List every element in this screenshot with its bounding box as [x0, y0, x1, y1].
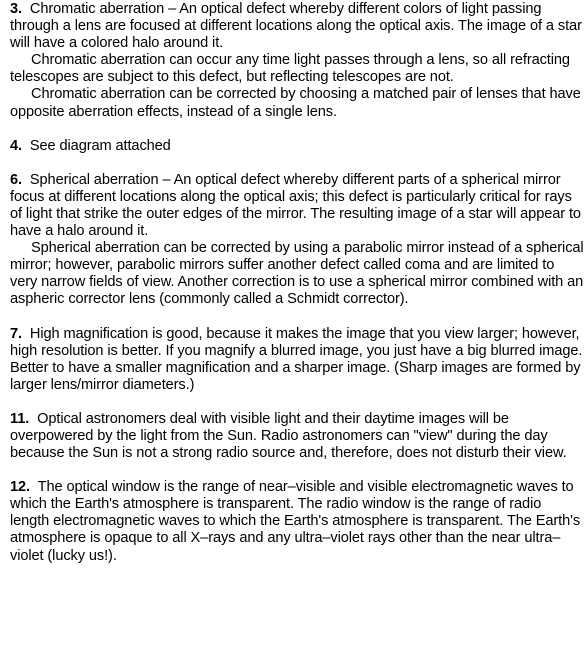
- answer-text: Optical astronomers deal with visible light and their daytime images will be overpowered by the light from the Sun. Radio astronomers can "view" during the day because the Sun is not a strong radio source and, therefore, does not disturb their view.: [10, 410, 567, 462]
- answer-12: [10, 479, 584, 564]
- answer-number: 6.: [10, 171, 22, 188]
- answer-paragraph: Chromatic aberration can occur any time light passes through a lens, so all refracting telescopes are subject to this defect, but reflecting telescopes are not.: [10, 52, 570, 86]
- answer-number: 4.: [10, 137, 22, 154]
- answer-paragraph: Spherical aberration can be corrected by using a parabolic mirror instead of a spherical mirror; however, parabolic mirrors suffer another defect called coma and are limited to very narrow fields of view. Another correction is to use a spherical mirror combined with an aspheric corrector lens (commonly called a Schmidt corrector).: [10, 240, 584, 308]
- answer-3: [10, 1, 584, 121]
- answer-text: Chromatic aberration – An optical defect whereby different colors of light passing through a lens are focused at different locations along the optical axis. The image of a star will have a colored halo around it.: [10, 1, 582, 52]
- answer-paragraph: [10, 1, 584, 52]
- answer-number: 7.: [10, 325, 22, 342]
- answer-paragraph: [10, 138, 584, 155]
- answer-text: High magnification is good, because it makes the image that you view larger; however, high resolution is better. If you magnify a blurred image, you just have a big blurred image. Better to have a smaller magnification and a sharper image. (Sharp images are formed by larger lens/mirror diameters.): [10, 325, 583, 393]
- answer-paragraph: [10, 411, 584, 462]
- answer-7: [10, 326, 584, 394]
- answer-number: 12.: [10, 479, 30, 496]
- answer-number: 11.: [10, 410, 30, 427]
- answer-number: 3.: [10, 1, 22, 17]
- answer-11: [10, 411, 584, 462]
- answer-text: Spherical aberration – An optical defect whereby different parts of a spherical mirror focus at different locations along the optical axis; this defect is particularly critical for rays of light that strike the outer edges of the mirror. The resulting image of a star will appear to have a halo around it.: [10, 171, 581, 240]
- answer-paragraph: [10, 479, 584, 564]
- answer-text: See diagram attached: [29, 137, 171, 154]
- answer-text: The optical window is the range of near–visible and visible electromagnetic waves to which the Earth's atmosphere is transparent. The radio window is the range of radio length electromagnetic waves to which the Earth's atmosphere is transparent. The Earth's atmosphere is opaque to all X–rays and any ultra–violet rays other than the near ultra–violet (lucky us!).: [10, 479, 581, 564]
- answer-paragraph: [10, 326, 584, 394]
- answer-4: [10, 138, 584, 155]
- answer-6: [10, 172, 584, 309]
- answer-paragraph: [10, 172, 584, 240]
- answer-paragraph: Chromatic aberration can be corrected by choosing a matched pair of lenses that have opposite aberration effects, instead of a single lens.: [10, 86, 581, 120]
